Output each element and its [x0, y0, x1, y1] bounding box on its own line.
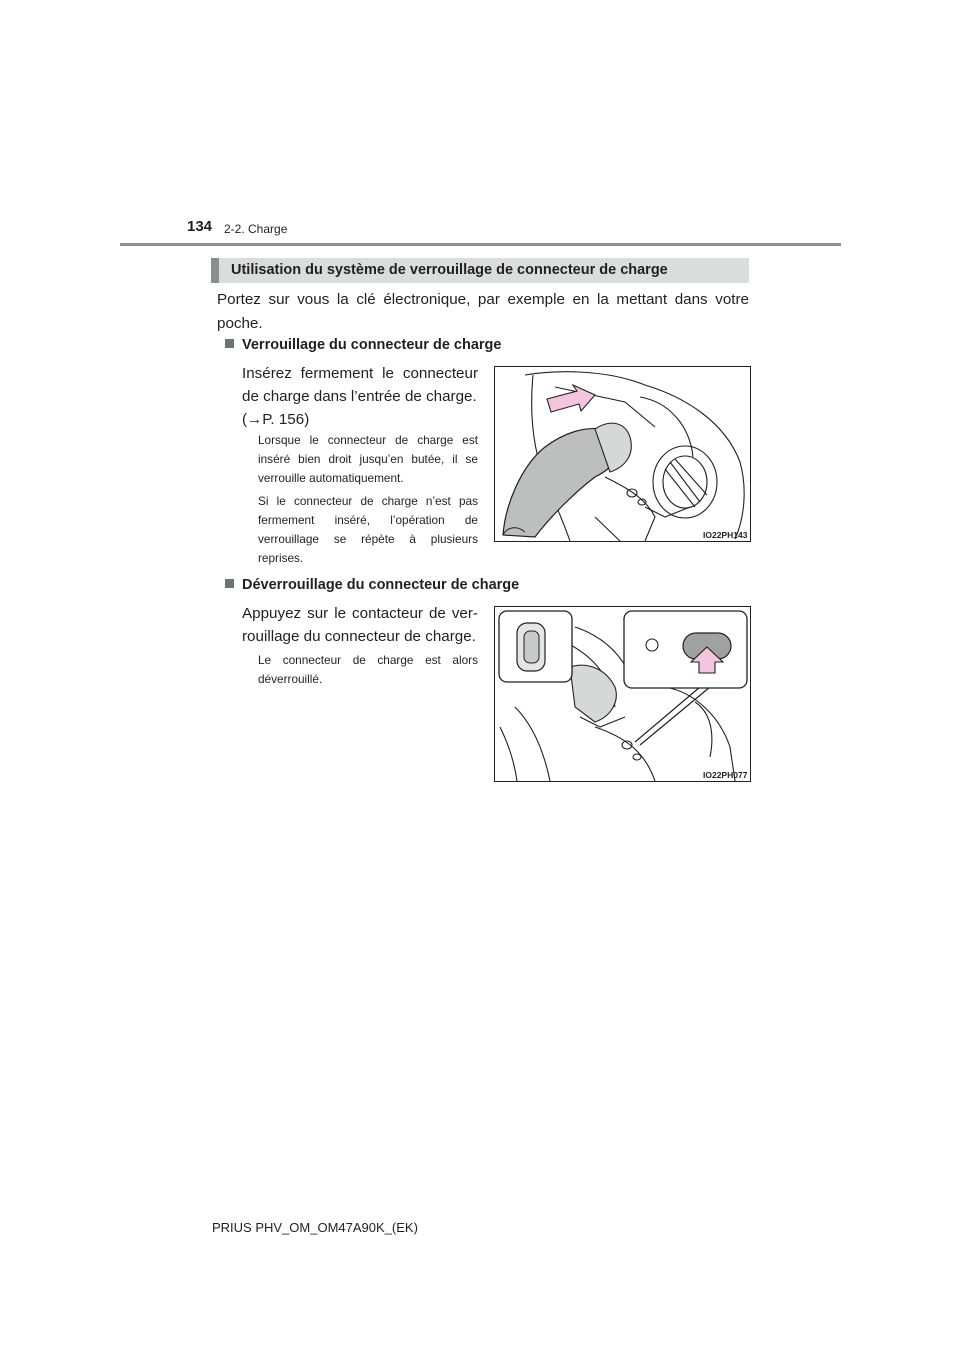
unlocking-heading	[225, 577, 519, 593]
unlocking-note: Le connecteur de charge est alors déverrouillé.	[258, 653, 478, 686]
footer-document-code: PRIUS PHV_OM_OM47A90K_(EK)	[212, 1220, 418, 1235]
breadcrumb: 2-2. Charge	[224, 222, 288, 236]
header-divider	[120, 243, 841, 246]
locking-figure-code: IO22PH143	[703, 530, 748, 540]
section-title: Utilisation du système de verrouillage de connecteur de charge	[231, 262, 668, 278]
locking-step	[242, 362, 478, 431]
charging-connector-illustration	[495, 367, 750, 541]
intro-paragraph: Portez sur vous la clé électronique, par exemple en la mettant dans votre poche.	[217, 291, 749, 332]
locking-note-2: Si le connecteur de charge n’est pas fermement inséré, l’opération de verrouillage se répète à plusieurs reprises.	[258, 494, 478, 565]
locking-step-line2: de charge dans l’entrée de charge.	[242, 388, 477, 405]
square-bullet-icon	[225, 339, 234, 348]
unlocking-step: Appuyez sur le contacteur de ver-rouillage du connecteur de charge.	[242, 605, 478, 645]
unlocking-figure-code: IO22PH077	[703, 770, 748, 780]
unlocking-heading-text: Déverrouillage du connecteur de charge	[242, 577, 520, 593]
square-bullet-icon	[225, 579, 234, 588]
unlock-switch-illustration	[495, 607, 750, 781]
section-heading-bar	[211, 258, 749, 283]
page-number: 134	[187, 218, 213, 235]
locking-step-line1: Insérez fermement le connecteur	[242, 365, 478, 382]
locking-heading	[225, 337, 501, 353]
locking-figure	[494, 366, 751, 542]
locking-note-1: Lorsque le connecteur de charge est inséré bien droit jusqu’en butée, il se verrouille automatiquement.	[258, 433, 478, 485]
locking-heading-text: Verrouillage du connecteur de charge	[242, 337, 502, 353]
locking-step-reference: (→P. 156)	[242, 411, 310, 428]
unlocking-figure	[494, 606, 751, 782]
